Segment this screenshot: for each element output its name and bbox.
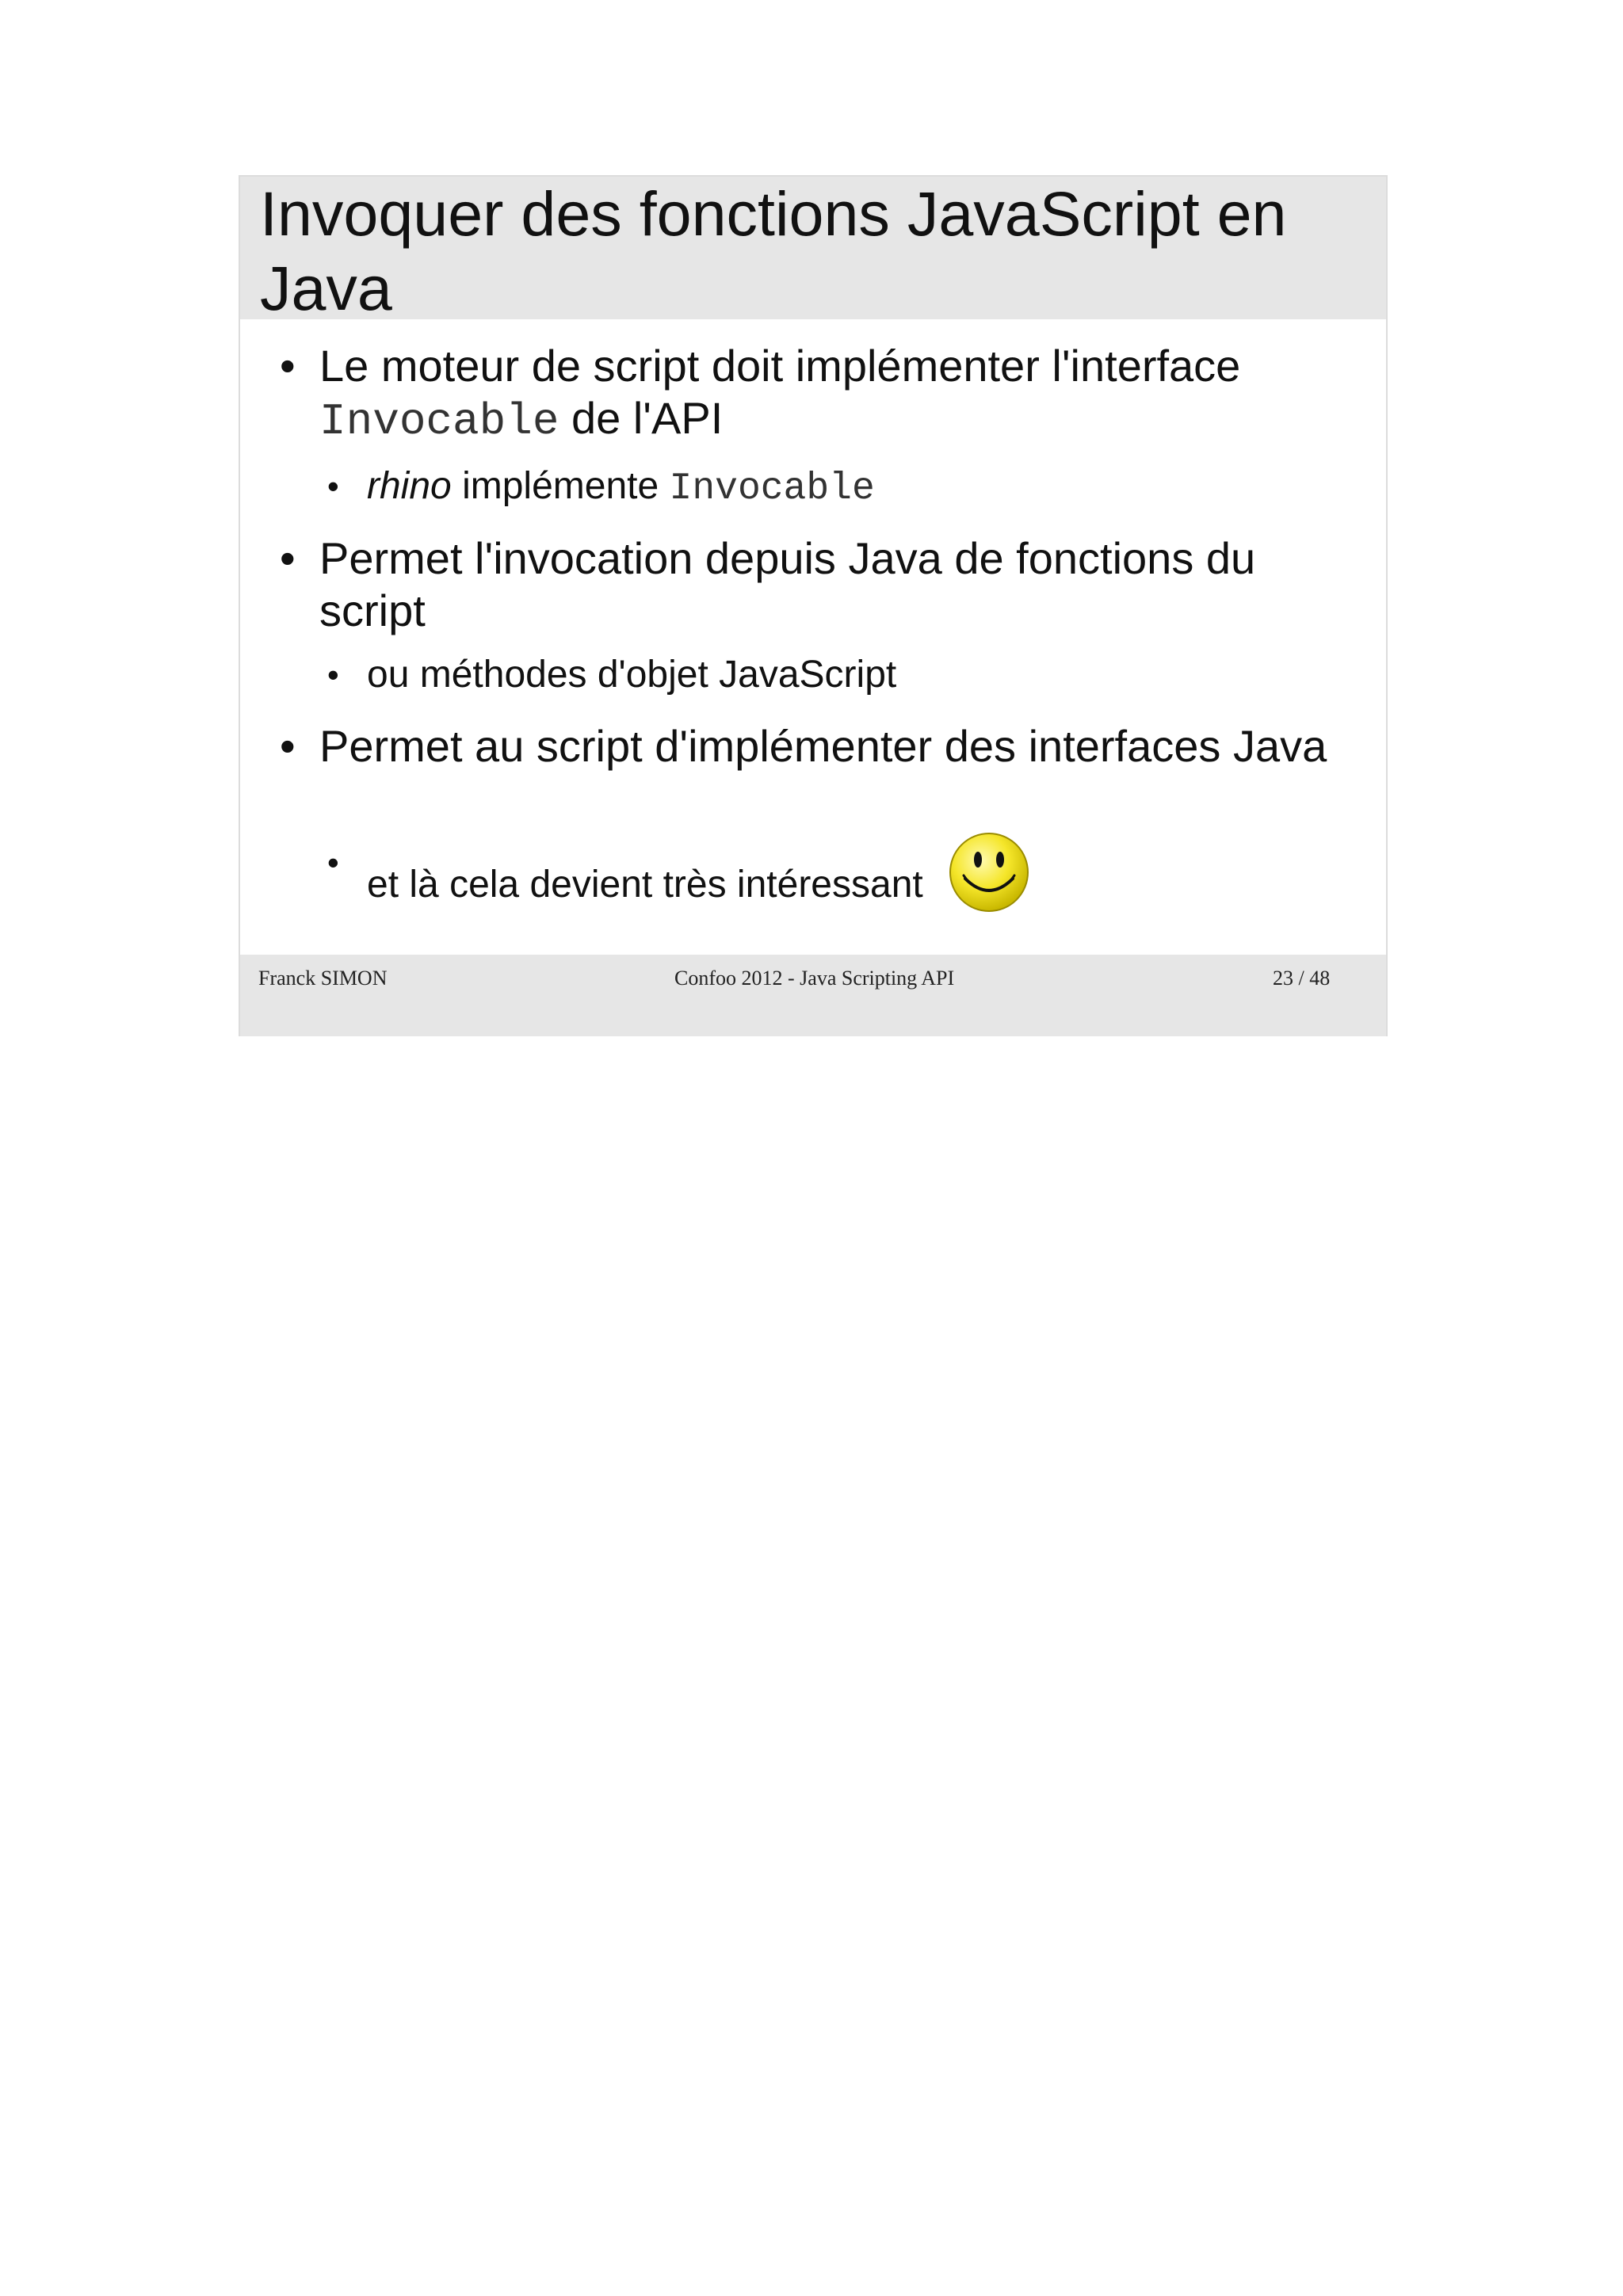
footer-page-number: 23 / 48 <box>1273 967 1331 990</box>
bullet-text: de l'API <box>571 393 724 443</box>
sub-bullet-item <box>327 653 1342 697</box>
sub-bullet-item <box>327 464 1342 511</box>
sub-bullet-text: implémente <box>462 465 659 507</box>
bullet-glyph: • <box>280 533 296 583</box>
footer-author: Franck SIMON <box>258 967 388 990</box>
bullet-glyph: • <box>327 844 339 881</box>
bullet-glyph: • <box>280 341 296 391</box>
smiley-face-icon <box>948 831 1030 924</box>
bullet-item <box>280 720 1342 772</box>
slide <box>239 175 1388 1036</box>
emphasis-text: rhino <box>367 465 452 507</box>
bullet-text: Permet l'invocation depuis Java de fonctions du script <box>319 533 1256 635</box>
footer-event: Confoo 2012 - Java Scripting API <box>674 967 955 990</box>
bullet-item <box>280 340 1342 448</box>
code-text: Invocable <box>669 467 875 510</box>
slide-title: Invoquer des fonctions JavaScript en Java <box>260 178 1287 323</box>
bullet-glyph: • <box>280 721 296 771</box>
bullet-item <box>280 532 1342 637</box>
slide-header <box>240 177 1386 323</box>
sub-bullet-text: et là cela devient très intéressant <box>367 864 923 906</box>
bullet-text: Permet au script d'implémenter des interfaces Java <box>319 721 1327 771</box>
bullet-glyph: • <box>327 467 339 505</box>
sub-bullet-item <box>327 841 1342 933</box>
bullet-glyph: • <box>327 656 339 693</box>
code-text: Invocable <box>319 396 559 447</box>
sub-bullet-text: ou méthodes d'objet JavaScript <box>367 654 897 696</box>
bullet-text: Le moteur de script doit implémenter l'interface <box>319 341 1241 391</box>
